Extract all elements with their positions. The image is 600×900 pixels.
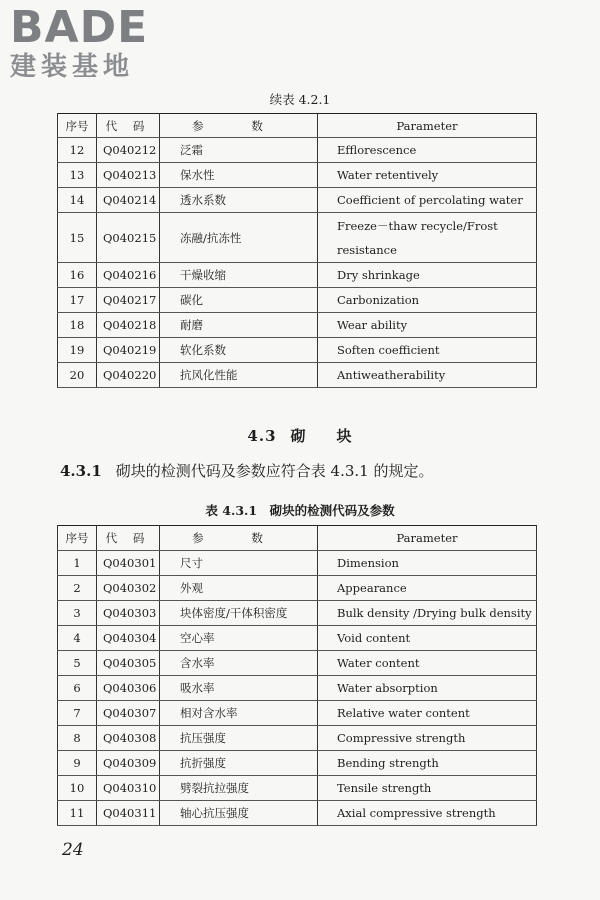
header-param: 参 数 <box>160 114 318 138</box>
table-4-3-1-caption: 表 4.3.1 砌块的检测代码及参数 <box>205 503 395 518</box>
row-parameter: Water absorption <box>318 676 537 701</box>
row-param: 耐磨 <box>160 313 318 338</box>
row-no: 19 <box>58 338 97 363</box>
row-parameter: Compressive strength <box>318 726 537 751</box>
row-param: 相对含水率 <box>160 701 318 726</box>
row-parameter: Dry shrinkage <box>318 263 537 288</box>
row-code: Q040304 <box>97 626 160 651</box>
row-parameter: Wear ability <box>318 313 537 338</box>
table-header-row <box>58 526 537 551</box>
table-row <box>58 313 537 338</box>
row-no: 20 <box>58 363 97 388</box>
row-no: 2 <box>58 576 97 601</box>
row-no: 7 <box>58 701 97 726</box>
row-code: Q040305 <box>97 651 160 676</box>
row-parameter: Bulk density /Drying bulk density <box>318 601 537 626</box>
row-no: 15 <box>58 213 97 263</box>
row-code: Q040216 <box>97 263 160 288</box>
clause-4-3-1 <box>60 460 433 481</box>
page-number: 24 <box>62 840 84 860</box>
row-no: 5 <box>58 651 97 676</box>
header-parameter: Parameter <box>318 114 537 138</box>
row-parameter: Axial compressive strength <box>318 801 537 826</box>
table-row <box>58 363 537 388</box>
logo-subtitle: 建装基地 <box>10 52 135 82</box>
section-title-a: 砌 <box>290 427 307 445</box>
row-no: 13 <box>58 163 97 188</box>
row-code: Q040308 <box>97 726 160 751</box>
row-param: 尺寸 <box>160 551 318 576</box>
row-param: 保水性 <box>160 163 318 188</box>
table-row <box>58 626 537 651</box>
table-row <box>58 288 537 313</box>
header-code: 代 码 <box>97 114 160 138</box>
row-code: Q040214 <box>97 188 160 213</box>
row-no: 18 <box>58 313 97 338</box>
row-code: Q040310 <box>97 776 160 801</box>
row-parameter: Antiweatherability <box>318 363 537 388</box>
table-row <box>58 676 537 701</box>
table-row <box>58 213 537 263</box>
row-parameter: Dimension <box>318 551 537 576</box>
row-param: 软化系数 <box>160 338 318 363</box>
row-no: 14 <box>58 188 97 213</box>
table-row <box>58 263 537 288</box>
row-code: Q040218 <box>97 313 160 338</box>
clause-number: 4.3.1 <box>60 462 102 480</box>
table-4-3-1 <box>57 525 537 826</box>
row-code: Q040220 <box>97 363 160 388</box>
row-parameter: Bending strength <box>318 751 537 776</box>
table-row <box>58 551 537 576</box>
row-parameter: Efflorescence <box>318 138 537 163</box>
table-4-2-1-continued <box>57 113 537 388</box>
table-row <box>58 188 537 213</box>
row-param: 轴心抗压强度 <box>160 801 318 826</box>
row-code: Q040307 <box>97 701 160 726</box>
table-row <box>58 701 537 726</box>
section-title-b: 块 <box>336 427 353 445</box>
row-param: 透水系数 <box>160 188 318 213</box>
row-code: Q040301 <box>97 551 160 576</box>
header-code: 代 码 <box>97 526 160 551</box>
row-param: 块体密度/干体积密度 <box>160 601 318 626</box>
row-no: 6 <box>58 676 97 701</box>
row-no: 16 <box>58 263 97 288</box>
row-code: Q040215 <box>97 213 160 263</box>
table-row <box>58 138 537 163</box>
table-row <box>58 651 537 676</box>
row-code: Q040219 <box>97 338 160 363</box>
table-row <box>58 338 537 363</box>
row-code: Q040303 <box>97 601 160 626</box>
row-parameter: Freeze－thaw recycle/Frost resistance <box>318 213 537 263</box>
row-no: 8 <box>58 726 97 751</box>
row-parameter: Carbonization <box>318 288 537 313</box>
row-code: Q040309 <box>97 751 160 776</box>
header-param: 参 数 <box>160 526 318 551</box>
row-code: Q040213 <box>97 163 160 188</box>
row-no: 3 <box>58 601 97 626</box>
row-code: Q040306 <box>97 676 160 701</box>
row-param: 空心率 <box>160 626 318 651</box>
row-param: 冻融/抗冻性 <box>160 213 318 263</box>
row-param: 抗压强度 <box>160 726 318 751</box>
section-number: 4.3 <box>247 427 277 445</box>
row-parameter: Relative water content <box>318 701 537 726</box>
row-parameter: Appearance <box>318 576 537 601</box>
row-code: Q040217 <box>97 288 160 313</box>
table-row <box>58 726 537 751</box>
row-param: 干燥收缩 <box>160 263 318 288</box>
row-param: 碳化 <box>160 288 318 313</box>
row-no: 12 <box>58 138 97 163</box>
table-row <box>58 601 537 626</box>
row-no: 4 <box>58 626 97 651</box>
row-parameter: Tensile strength <box>318 776 537 801</box>
row-no: 17 <box>58 288 97 313</box>
row-parameter: Void content <box>318 626 537 651</box>
section-title <box>0 425 600 446</box>
row-parameter: Coefficient of percolating water <box>318 188 537 213</box>
table-row <box>58 751 537 776</box>
row-param: 吸水率 <box>160 676 318 701</box>
row-code: Q040302 <box>97 576 160 601</box>
row-parameter: Water content <box>318 651 537 676</box>
row-param: 含水率 <box>160 651 318 676</box>
row-param: 抗风化性能 <box>160 363 318 388</box>
row-no: 11 <box>58 801 97 826</box>
row-code: Q040212 <box>97 138 160 163</box>
row-no: 9 <box>58 751 97 776</box>
logo <box>10 2 149 82</box>
row-param: 劈裂抗拉强度 <box>160 776 318 801</box>
header-parameter: Parameter <box>318 526 537 551</box>
logo-wordmark: BADE <box>10 2 149 53</box>
row-param: 泛霜 <box>160 138 318 163</box>
table-row <box>58 801 537 826</box>
header-no: 序号 <box>58 114 97 138</box>
table-row <box>58 776 537 801</box>
table-row <box>58 163 537 188</box>
row-parameter: Soften coefficient <box>318 338 537 363</box>
table-row <box>58 576 537 601</box>
row-no: 10 <box>58 776 97 801</box>
row-code: Q040311 <box>97 801 160 826</box>
row-no: 1 <box>58 551 97 576</box>
row-parameter: Water retentively <box>318 163 537 188</box>
clause-text: 砌块的检测代码及参数应符合表 4.3.1 的规定。 <box>115 462 434 480</box>
table-header-row <box>58 114 537 138</box>
header-no: 序号 <box>58 526 97 551</box>
row-param: 外观 <box>160 576 318 601</box>
continuation-caption: 续表 4.2.1 <box>269 92 331 107</box>
row-param: 抗折强度 <box>160 751 318 776</box>
